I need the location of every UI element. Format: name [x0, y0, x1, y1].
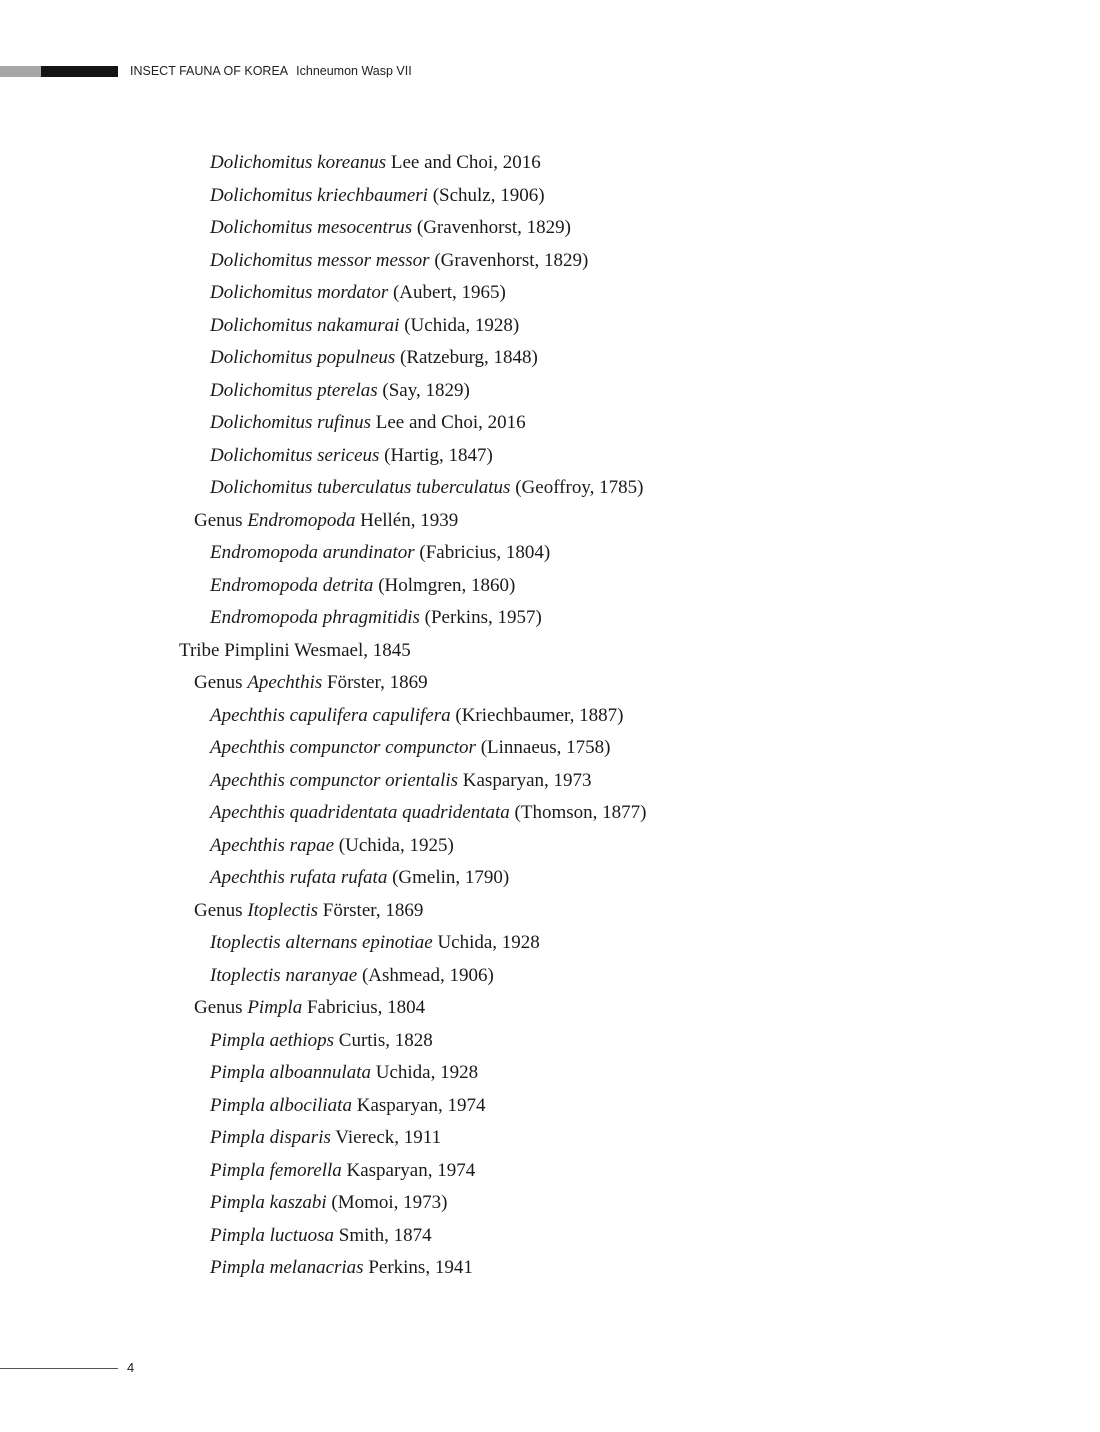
species-entry	[0, 472, 1100, 505]
taxon-name: Apechthis compunctor compunctor	[210, 737, 476, 758]
page-footer	[0, 1360, 200, 1376]
taxon-authority: (Holmgren, 1860)	[378, 574, 516, 596]
species-entry	[0, 1057, 1100, 1090]
species-entry	[0, 1252, 1100, 1285]
taxon-name: Pimpla luctuosa	[210, 1224, 335, 1246]
taxon-authority: (Schulz, 1906)	[432, 184, 545, 206]
species-entry	[0, 407, 1100, 440]
taxon-authority: (Aubert, 1965)	[392, 282, 506, 303]
species-entry	[0, 212, 1100, 245]
species-entry	[0, 1187, 1100, 1220]
taxon-authority: (Uchida, 1928)	[404, 314, 520, 336]
taxon-name: Pimpla alboannulata	[210, 1062, 371, 1083]
species-entry	[0, 1155, 1100, 1188]
taxon-name: Dolichomitus populneus	[210, 347, 396, 368]
taxon-authority: Lee and Choi, 2016	[390, 152, 541, 173]
taxon-name: Dolichomitus tuberculatus tuberculatus	[210, 477, 511, 498]
species-entry	[0, 342, 1100, 375]
species-entry	[0, 765, 1100, 798]
taxon-name: Pimpla melanacrias	[210, 1257, 364, 1278]
genus-entry	[0, 505, 1100, 538]
taxon-name: Dolichomitus messor messor	[210, 249, 430, 271]
taxon-authority: (Hartig, 1847)	[384, 444, 493, 466]
species-entry	[0, 147, 1100, 180]
taxon-authority: Lee and Choi, 2016	[375, 412, 526, 433]
taxon-name: Pimpla albociliata	[210, 1094, 352, 1116]
taxon-authority: (Ashmead, 1906)	[361, 964, 494, 986]
taxon-authority: (Gravenhorst, 1829)	[434, 249, 589, 271]
rank-label: Genus	[194, 672, 243, 693]
tribe-name: Tribe Pimplini Wesmael, 1845	[179, 639, 411, 661]
taxon-name: Dolichomitus mordator	[210, 282, 389, 303]
taxon-authority: (Momoi, 1973)	[331, 1192, 448, 1213]
taxon-authority: Kasparyan, 1974	[356, 1094, 486, 1116]
species-entry	[0, 440, 1100, 473]
taxon-name: Dolichomitus kriechbaumeri	[210, 184, 428, 206]
book-title: INSECT FAUNA OF KOREA	[130, 64, 289, 78]
taxon-authority: (Gravenhorst, 1829)	[416, 217, 571, 238]
taxon-list	[0, 147, 1100, 1285]
taxon-name: Endromopoda detrita	[210, 574, 374, 596]
genus-entry	[0, 895, 1100, 928]
volume-title: Ichneumon Wasp VII	[296, 64, 412, 78]
taxon-authority: (Perkins, 1957)	[424, 607, 542, 628]
taxon-authority: Förster, 1869	[327, 672, 428, 693]
species-entry	[0, 797, 1100, 830]
rank-label: Genus	[194, 997, 243, 1018]
species-entry	[0, 570, 1100, 603]
species-entry	[0, 310, 1100, 343]
taxon-name: Pimpla disparis	[210, 1127, 331, 1148]
taxon-name: Pimpla	[247, 997, 303, 1018]
taxon-authority: (Geoffroy, 1785)	[515, 477, 644, 498]
taxon-authority: Viereck, 1911	[335, 1127, 442, 1148]
species-entry	[0, 277, 1100, 310]
taxon-authority: Uchida, 1928	[437, 932, 540, 953]
taxon-name: Apechthis rufata rufata	[210, 867, 388, 888]
taxon-name: Pimpla aethiops	[210, 1029, 335, 1051]
taxon-authority: (Say, 1829)	[382, 379, 470, 401]
species-entry	[0, 732, 1100, 765]
taxon-name: Dolichomitus mesocentrus	[210, 217, 413, 238]
species-entry	[0, 1090, 1100, 1123]
running-title	[130, 64, 412, 78]
species-entry	[0, 245, 1100, 278]
taxon-authority: Uchida, 1928	[375, 1062, 479, 1083]
genus-entry	[0, 992, 1100, 1025]
header-bar-gray	[0, 66, 41, 77]
taxon-authority: Fabricius, 1804	[306, 997, 426, 1018]
taxon-authority: Kasparyan, 1973	[462, 769, 592, 791]
genus-entry	[0, 667, 1100, 700]
species-entry	[0, 602, 1100, 635]
species-entry	[0, 1122, 1100, 1155]
species-entry	[0, 1220, 1100, 1253]
species-entry	[0, 862, 1100, 895]
species-entry	[0, 927, 1100, 960]
taxon-name: Endromopoda arundinator	[210, 542, 415, 563]
taxon-authority: Förster, 1869	[322, 899, 424, 921]
taxon-name: Apechthis	[247, 672, 323, 693]
taxon-authority: Perkins, 1941	[368, 1257, 473, 1278]
taxon-authority: Smith, 1874	[338, 1224, 432, 1246]
tribe-entry	[0, 635, 1100, 668]
species-entry	[0, 1025, 1100, 1058]
taxon-name: Apechthis compunctor orientalis	[210, 769, 459, 791]
taxon-name: Pimpla femorella	[210, 1159, 342, 1181]
taxon-authority: (Uchida, 1925)	[338, 834, 454, 856]
rank-label: Genus	[194, 509, 243, 531]
taxon-name: Dolichomitus sericeus	[210, 444, 380, 466]
taxon-authority: Curtis, 1828	[338, 1029, 433, 1051]
taxon-name: Pimpla kaszabi	[210, 1192, 327, 1213]
species-entry	[0, 960, 1100, 993]
taxon-authority: (Kriechbaumer, 1887)	[455, 704, 624, 726]
taxon-name: Dolichomitus rufinus	[210, 412, 371, 433]
header-bar-black	[41, 66, 118, 77]
taxon-name: Endromopoda phragmitidis	[210, 607, 420, 628]
rank-label: Genus	[194, 899, 243, 921]
species-entry	[0, 830, 1100, 863]
taxon-authority: (Fabricius, 1804)	[419, 542, 551, 563]
taxon-name: Apechthis capulifera capulifera	[210, 704, 451, 726]
species-entry	[0, 700, 1100, 733]
running-header	[0, 66, 600, 78]
taxon-name: Dolichomitus koreanus	[210, 152, 387, 173]
taxon-name: Dolichomitus nakamurai	[210, 314, 400, 336]
taxon-name: Endromopoda	[247, 509, 356, 531]
taxon-name: Dolichomitus pterelas	[210, 379, 378, 401]
taxon-authority: Hellén, 1939	[360, 509, 459, 531]
footer-rule	[0, 1368, 118, 1369]
species-entry	[0, 375, 1100, 408]
species-entry	[0, 180, 1100, 213]
taxon-name: Itoplectis alternans epinotiae	[210, 932, 433, 953]
taxon-authority: Kasparyan, 1974	[346, 1159, 476, 1181]
taxon-authority: (Gmelin, 1790)	[392, 867, 510, 888]
taxon-authority: (Ratzeburg, 1848)	[400, 347, 538, 368]
species-entry	[0, 537, 1100, 570]
taxon-authority: (Thomson, 1877)	[514, 802, 647, 823]
taxon-name: Apechthis rapae	[210, 834, 335, 856]
taxon-authority: (Linnaeus, 1758)	[480, 737, 611, 758]
taxon-name: Apechthis quadridentata quadridentata	[210, 802, 510, 823]
taxon-name: Itoplectis	[247, 899, 319, 921]
taxon-name: Itoplectis naranyae	[210, 964, 358, 986]
page-number: 4	[127, 1360, 135, 1375]
